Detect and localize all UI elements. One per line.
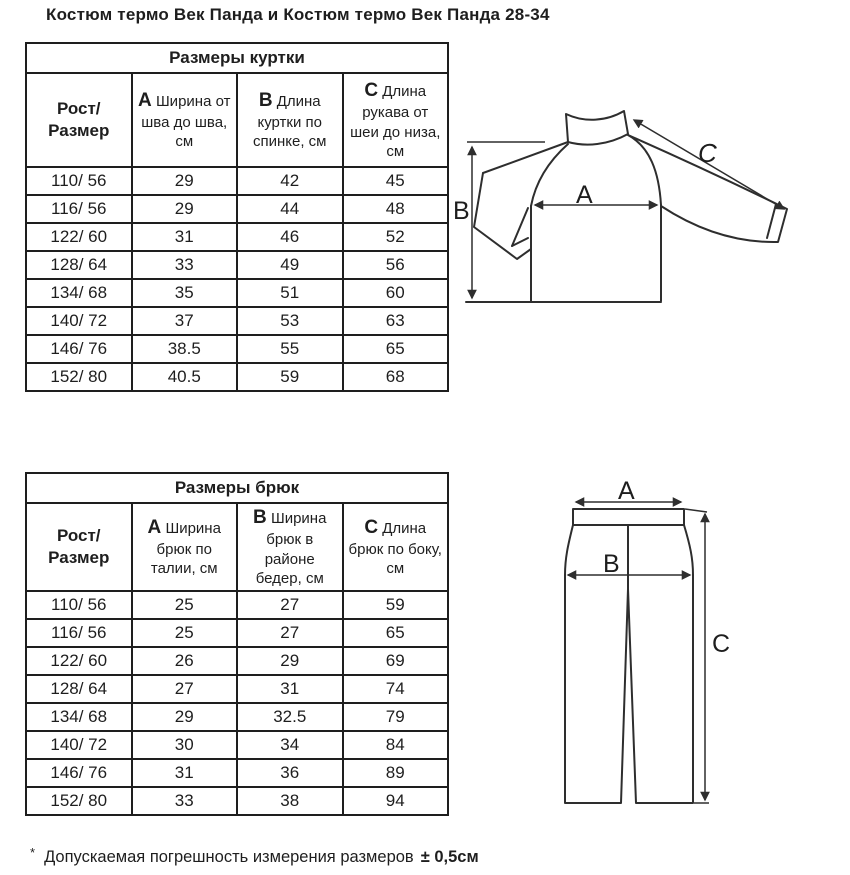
row-header-cell: Рост/Размер [26,73,132,167]
measurement-cell: 29 [237,647,343,675]
table-title-row [26,43,448,73]
table-title: Размеры брюк [26,473,448,503]
jacket-label-a: A [576,181,593,209]
column-letter: A [147,516,162,538]
column-label: Ширина брюк в районе бедер, см [255,510,327,587]
measurement-cell: 27 [237,591,343,619]
jacket-label-b: B [453,197,470,225]
row-header-cell: Рост/Размер [26,503,132,591]
size-label-cell: 116/ 56 [26,619,132,647]
column-letter: B [258,89,273,111]
measurement-cell: 79 [343,703,449,731]
table-row [26,335,448,363]
size-label-cell: 146/ 76 [26,759,132,787]
jacket-right-cuff [767,204,776,238]
measurement-cell: 94 [343,787,449,815]
measurement-cell: 89 [343,759,449,787]
column-header-cell [237,73,343,167]
jacket-diagram [450,80,850,350]
size-label-cell: 134/ 68 [26,279,132,307]
size-label-cell: 134/ 68 [26,703,132,731]
table-title-row [26,473,448,503]
measurement-cell: 40.5 [132,363,238,391]
measurement-cell: 29 [132,195,238,223]
measurement-cell: 31 [132,759,238,787]
measurement-cell: 33 [132,787,238,815]
measurement-cell: 34 [237,731,343,759]
measurement-cell: 30 [132,731,238,759]
table-header-row [26,73,448,167]
column-header-cell [132,503,238,591]
measurement-cell: 46 [237,223,343,251]
measurement-cell: 59 [343,591,449,619]
measurement-cell: 35 [132,279,238,307]
measurement-cell: 38 [237,787,343,815]
jacket-body [466,205,661,302]
size-label-cell: 140/ 72 [26,731,132,759]
size-label-cell: 152/ 80 [26,787,132,815]
measurement-cell: 49 [237,251,343,279]
pants-waistband [573,509,684,525]
measurement-cell: 36 [237,759,343,787]
column-letter: A [138,89,152,111]
jacket-collar [566,111,628,145]
table-row [26,759,448,787]
footnote [30,845,479,867]
column-header-cell [343,73,449,167]
pants-diagram [540,470,770,820]
table-row [26,167,448,195]
column-label: Ширина от шва до шва, см [141,92,231,151]
measurement-cell: 37 [132,307,238,335]
measurement-cell: 31 [237,675,343,703]
measurement-cell: 52 [343,223,449,251]
size-label-cell: 122/ 60 [26,223,132,251]
size-label-cell: 152/ 80 [26,363,132,391]
measurement-cell: 53 [237,307,343,335]
size-label-cell: 128/ 64 [26,251,132,279]
measurement-cell: 27 [237,619,343,647]
column-label: Длина рукава от шеи до низа, см [350,83,441,160]
column-label: Ширина брюк по талии, см [150,519,221,578]
pants-label-b: B [603,550,620,578]
size-label-cell: 110/ 56 [26,591,132,619]
size-label-cell: 122/ 60 [26,647,132,675]
measurement-cell: 59 [237,363,343,391]
measurement-cell: 45 [343,167,449,195]
measurement-cell: 69 [343,647,449,675]
pants-label-a: A [618,477,635,505]
measurement-cell: 44 [237,195,343,223]
measurement-cell: 38.5 [132,335,238,363]
column-label: Длина куртки по спинке, см [252,92,327,151]
table-title: Размеры куртки [26,43,448,73]
footnote-text: Допускаемая погрешность измерения размеров [44,848,414,866]
column-header-cell [343,503,449,591]
column-letter: B [253,507,267,529]
jacket-label-c: C [698,138,717,168]
footnote-asterisk: * [30,845,36,860]
table-row [26,195,448,223]
table-row [26,307,448,335]
table-row [26,279,448,307]
measurement-cell: 29 [132,167,238,195]
table-row [26,703,448,731]
column-header-cell [132,73,238,167]
measurement-cell: 25 [132,591,238,619]
measurement-cell: 63 [343,307,449,335]
size-label-cell: 146/ 76 [26,335,132,363]
pants-label-c: C [712,630,731,658]
column-header-cell [237,503,343,591]
jacket-left-sleeve [474,173,531,259]
measurement-cell: 29 [132,703,238,731]
measurement-cell: 65 [343,335,449,363]
footnote-tolerance: ± 0,5см [420,848,479,866]
measurement-cell: 56 [343,251,449,279]
pants-size-table [25,472,449,816]
table-row [26,251,448,279]
measurement-cell: 55 [237,335,343,363]
table-row [26,787,448,815]
measurement-cell: 48 [343,195,449,223]
jacket-size-table [25,42,449,392]
measurement-cell: 68 [343,363,449,391]
column-letter: C [364,80,379,102]
size-label-cell: 128/ 64 [26,675,132,703]
pants-top-connector-line [685,509,707,512]
table-row [26,363,448,391]
measurement-cell: 42 [237,167,343,195]
column-letter: C [364,516,379,538]
measurement-cell: 60 [343,279,449,307]
measurement-cell: 65 [343,619,449,647]
table-row [26,731,448,759]
size-label-cell: 116/ 56 [26,195,132,223]
size-label-cell: 110/ 56 [26,167,132,195]
measurement-cell: 84 [343,731,449,759]
measurement-cell: 33 [132,251,238,279]
column-label: Длина брюк по боку, см [348,519,442,578]
measurement-cell: 27 [132,675,238,703]
measurement-cell: 74 [343,675,449,703]
measurement-cell: 51 [237,279,343,307]
page-title: Костюм термо Век Панда и Костюм термо Век Панда 28-34 [46,5,550,24]
measurement-cell: 26 [132,647,238,675]
table-row [26,647,448,675]
table-header-row [26,503,448,591]
size-label-cell: 140/ 72 [26,307,132,335]
table-row [26,675,448,703]
table-row [26,619,448,647]
measurement-cell: 25 [132,619,238,647]
table-row [26,591,448,619]
jacket-right-raglan-seam [628,135,661,205]
measurement-cell: 32.5 [237,703,343,731]
table-row [26,223,448,251]
measurement-cell: 31 [132,223,238,251]
